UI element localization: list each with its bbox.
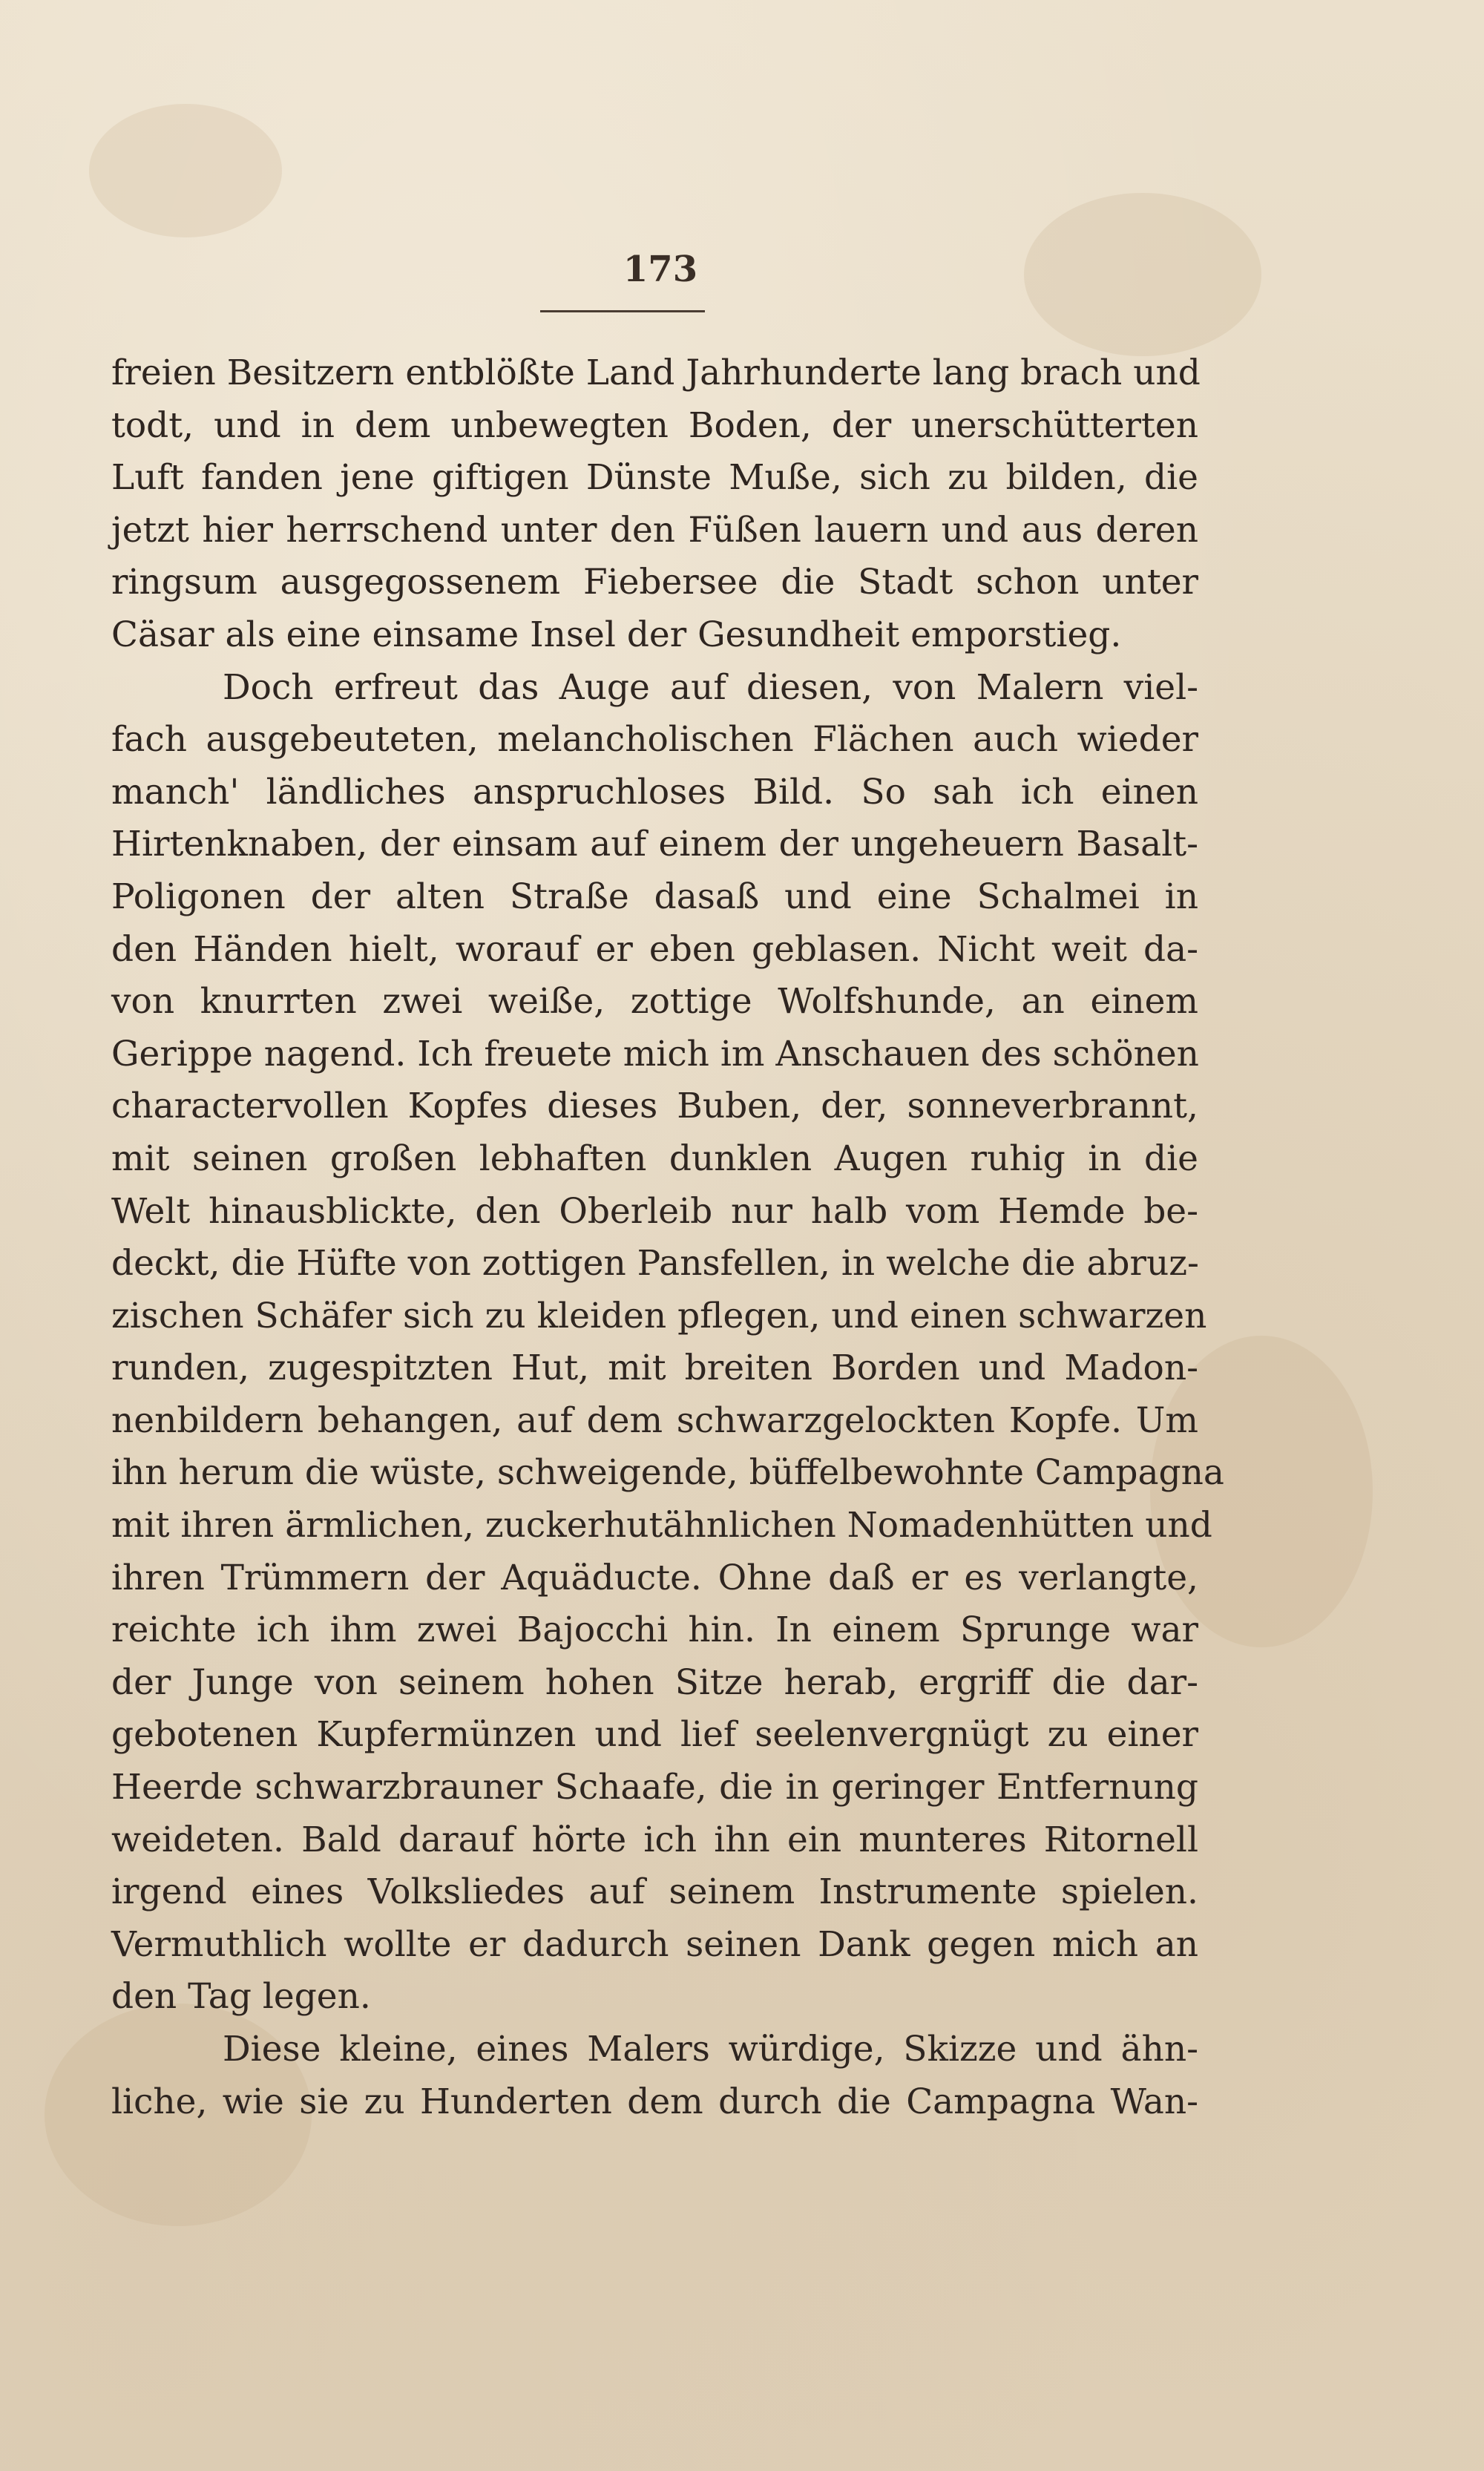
text-line: manch' ländliches anspruchloses Bild. So sah ich einen bbox=[111, 771, 1198, 813]
text-line: Vermuthlich wollte er dadurch seinen Dank gegen mich an bbox=[111, 1923, 1198, 1965]
text-line: todt, und in dem unbewegten Boden, der unerschütterten bbox=[111, 404, 1198, 446]
text-line: ihn herum die wüste, schweigende, büffelbewohnte Campagna bbox=[111, 1452, 1224, 1494]
text-line: deckt, die Hüfte von zottigen Pansfellen, in welche die abruz- bbox=[111, 1243, 1199, 1284]
text-line: weideten. Bald darauf hörte ich ihn ein munteres Ritornell bbox=[111, 1819, 1198, 1860]
text-line: ringsum ausgegossenem Fiebersee die Stadt schon unter bbox=[111, 562, 1198, 603]
text-line: liche, wie sie zu Hunderten dem durch die Campagna Wan- bbox=[111, 2081, 1198, 2122]
text-line: reichte ich ihm zwei Bajocchi hin. In einem Sprunge war bbox=[111, 1609, 1198, 1651]
body-text bbox=[111, 347, 1224, 2128]
text-line: Luft fanden jene giftigen Dünste Muße, sich zu bilden, die bbox=[111, 457, 1198, 499]
text-line: ihren Trümmern der Aquäducte. Ohne daß er es verlangte, bbox=[111, 1557, 1198, 1598]
text-line: den Tag legen. bbox=[111, 1976, 371, 2018]
text-line: zischen Schäfer sich zu kleiden pflegen, und einen schwarzen bbox=[111, 1295, 1207, 1336]
text-line: den Händen hielt, worauf er eben geblasen. Nicht weit da- bbox=[111, 928, 1198, 970]
text-line: mit seinen großen lebhaften dunklen Augen ruhig in die bbox=[111, 1138, 1198, 1179]
header-rule bbox=[540, 310, 705, 312]
text-line: fach ausgebeuteten, melancholischen Flächen auch wieder bbox=[111, 719, 1198, 761]
text-line: nenbildern behangen, auf dem schwarzgelockten Kopfe. Um bbox=[111, 1399, 1198, 1441]
paper-stain bbox=[89, 104, 282, 237]
text-line: Poligonen der alten Straße dasaß und eine Schalmei in bbox=[111, 876, 1198, 917]
paragraph-first-line: Doch erfreut das Auge auf diesen, von Malern viel- bbox=[223, 666, 1198, 708]
text-line: Heerde schwarzbrauner Schaafe, die in geringer Entfernung bbox=[111, 1767, 1198, 1808]
text-line: mit ihren ärmlichen, zuckerhutähnlichen Nomadenhütten und bbox=[111, 1505, 1212, 1546]
text-line: Welt hinausblickte, den Oberleib nur halb vom Hemde be- bbox=[111, 1190, 1198, 1232]
text-line: Gerippe nagend. Ich freuete mich im Anschauen des schönen bbox=[111, 1033, 1199, 1074]
text-line: gebotenen Kupfermünzen und lief seelenvergnügt zu einer bbox=[111, 1714, 1198, 1756]
text-line: charactervollen Kopfes dieses Buben, der, sonneverbrannt, bbox=[111, 1086, 1198, 1127]
paragraph-first-line: Diese kleine, eines Malers würdige, Skizze und ähn- bbox=[223, 2029, 1198, 2070]
page-number: 173 bbox=[623, 249, 698, 290]
text-line: irgend eines Volksliedes auf seinem Instrumente spielen. bbox=[111, 1871, 1198, 1913]
text-line: von knurrten zwei weiße, zottige Wolfshunde, an einem bbox=[111, 981, 1198, 1023]
text-line: runden, zugespitzten Hut, mit breiten Borden und Madon- bbox=[111, 1348, 1198, 1389]
text-line: jetzt hier herrschend unter den Füßen lauern und aus deren bbox=[111, 509, 1198, 551]
text-line: der Junge von seinem hohen Sitze herab, ergriff die dar- bbox=[111, 1661, 1198, 1703]
text-line: Cäsar als eine einsame Insel der Gesundheit emporstieg. bbox=[111, 614, 1122, 655]
text-line: freien Besitzern entblößte Land Jahrhunderte lang brach und bbox=[111, 352, 1201, 393]
text-line: Hirtenknaben, der einsam auf einem der ungeheuern Basalt- bbox=[111, 824, 1198, 865]
